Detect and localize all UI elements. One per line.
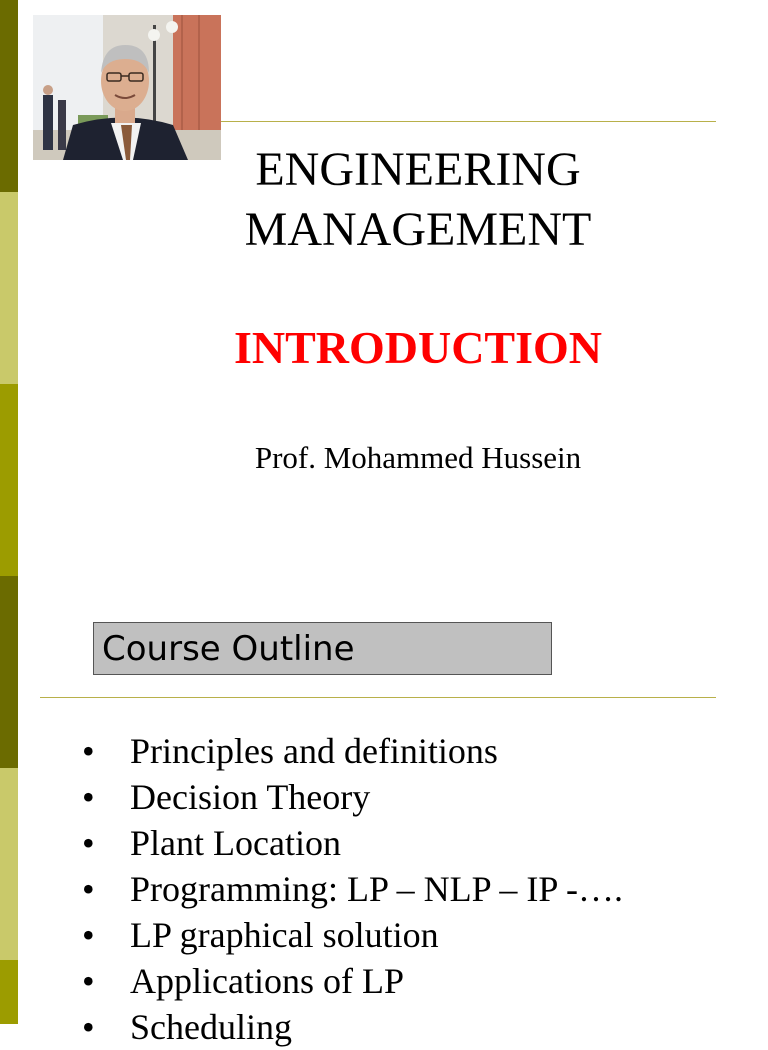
bullet-icon: • bbox=[82, 915, 95, 955]
list-item bbox=[80, 958, 623, 1004]
list-item bbox=[80, 1004, 623, 1050]
outline-rule bbox=[40, 697, 716, 698]
list-item-label: Applications of LP bbox=[130, 961, 404, 1001]
list-item bbox=[80, 820, 623, 866]
list-item bbox=[80, 774, 623, 820]
list-item-label: Principles and definitions bbox=[130, 731, 498, 771]
left-decorative-band bbox=[0, 0, 18, 1024]
band-segment bbox=[0, 768, 18, 960]
portrait-photo-icon bbox=[33, 15, 221, 160]
list-item-label: Decision Theory bbox=[130, 777, 371, 817]
top-rule bbox=[221, 121, 716, 122]
band-segment bbox=[0, 384, 18, 576]
band-segment bbox=[0, 192, 18, 384]
list-item-label: Plant Location bbox=[130, 823, 341, 863]
bullet-icon: • bbox=[82, 823, 95, 863]
list-item bbox=[80, 728, 623, 774]
author-name: Prof. Mohammed Hussein bbox=[254, 440, 582, 475]
list-item-label: Scheduling bbox=[130, 1007, 292, 1047]
portrait-photo bbox=[33, 15, 221, 160]
bullet-icon: • bbox=[82, 731, 95, 771]
presentation-title bbox=[218, 140, 618, 260]
list-item-label: LP graphical solution bbox=[130, 915, 439, 955]
list-item-label: Programming: LP – NLP – IP -…. bbox=[130, 869, 623, 909]
band-segment bbox=[0, 576, 18, 768]
band-segment bbox=[0, 0, 18, 192]
outline-heading: Course Outline bbox=[93, 622, 552, 675]
list-item bbox=[80, 912, 623, 958]
title-line: ENGINEERING bbox=[255, 143, 581, 196]
band-segment bbox=[0, 960, 18, 1024]
title-line: MANAGEMENT bbox=[244, 203, 592, 256]
bullet-icon: • bbox=[82, 869, 95, 909]
bullet-icon: • bbox=[82, 1007, 95, 1047]
outline-list bbox=[80, 728, 623, 1050]
bullet-icon: • bbox=[82, 777, 95, 817]
presentation-subtitle: INTRODUCTION bbox=[233, 322, 603, 373]
bullet-icon: • bbox=[82, 961, 95, 1001]
list-item bbox=[80, 866, 623, 912]
